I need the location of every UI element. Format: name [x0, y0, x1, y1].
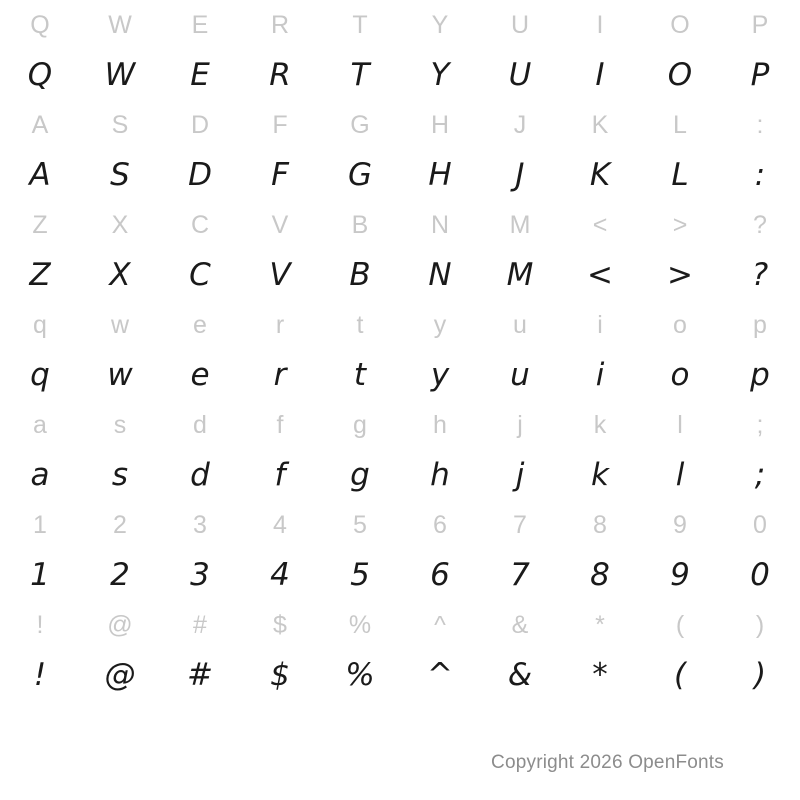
sample-row	[0, 351, 800, 400]
glyph-cell: <	[587, 257, 613, 293]
glyph-cell: I	[596, 11, 604, 39]
glyph-cell: W	[104, 57, 136, 93]
glyph-cell: )	[755, 611, 765, 639]
glyph-cell: g	[350, 457, 370, 493]
glyph-cell: !	[33, 657, 47, 693]
glyph-cell: !	[36, 611, 44, 639]
glyph-cell: g	[353, 411, 367, 439]
sample-row	[0, 251, 800, 300]
sample-row	[0, 451, 800, 500]
glyph-cell: t	[353, 357, 367, 393]
glyph-cell: 6	[433, 511, 447, 539]
glyph-cell: H	[430, 111, 450, 139]
glyph-cell: 1	[30, 557, 50, 593]
glyph-cell: R	[269, 57, 291, 93]
reference-row	[0, 500, 800, 551]
glyph-cell: 8	[590, 557, 610, 593]
glyph-cell: A	[29, 157, 51, 193]
glyph-cell: ^	[434, 611, 446, 639]
glyph-cell: #	[187, 657, 213, 693]
glyph-cell: R	[270, 11, 290, 39]
glyph-cell: d	[193, 411, 207, 439]
glyph-cell: 1	[33, 511, 47, 539]
glyph-cell: q	[33, 311, 47, 339]
sample-row	[0, 651, 800, 700]
glyph-cell: 3	[190, 557, 210, 593]
glyph-cell: *	[592, 657, 608, 693]
glyph-cell: (	[675, 611, 685, 639]
glyph-cell: B	[349, 257, 371, 293]
glyph-cell: 9	[670, 557, 690, 593]
glyph-cell: G	[350, 111, 370, 139]
glyph-cell: w	[107, 357, 133, 393]
glyph-cell: d	[190, 457, 210, 493]
glyph-cell: ^	[427, 657, 453, 693]
glyph-cell: S	[111, 111, 129, 139]
glyph-cell: 3	[193, 511, 207, 539]
glyph-cell: U	[508, 57, 532, 93]
glyph-cell: l	[675, 457, 685, 493]
glyph-cell: F	[271, 157, 289, 193]
glyph-cell: L	[673, 111, 687, 139]
glyph-cell: f	[276, 411, 284, 439]
glyph-cell: X	[109, 257, 131, 293]
glyph-cell: u	[510, 357, 530, 393]
glyph-cell: @	[107, 611, 133, 639]
glyph-cell: @	[104, 657, 136, 693]
glyph-cell: M	[509, 211, 531, 239]
glyph-cell: K	[589, 157, 611, 193]
glyph-cell: h	[433, 411, 447, 439]
glyph-cell: i	[597, 311, 603, 339]
glyph-cell: 6	[430, 557, 450, 593]
glyph-cell: <	[592, 211, 608, 239]
glyph-cell: P	[750, 57, 770, 93]
reference-row	[0, 600, 800, 651]
glyph-cell: Z	[29, 257, 51, 293]
reference-row	[0, 0, 800, 51]
glyph-cell: p	[753, 311, 767, 339]
glyph-cell: #	[193, 611, 207, 639]
glyph-cell: j	[517, 411, 523, 439]
glyph-cell: L	[671, 157, 689, 193]
glyph-cell: r	[273, 357, 287, 393]
glyph-cell: S	[110, 157, 130, 193]
glyph-cell: W	[108, 11, 132, 39]
glyph-cell: :	[754, 157, 766, 193]
glyph-cell: F	[272, 111, 288, 139]
glyph-cell: E	[190, 57, 210, 93]
glyph-cell: T	[352, 11, 368, 39]
glyph-cell: G	[347, 157, 373, 193]
glyph-cell: J	[515, 157, 525, 193]
glyph-cell: N	[428, 257, 452, 293]
glyph-cell: a	[30, 457, 50, 493]
glyph-cell: a	[33, 411, 47, 439]
glyph-cell: I	[595, 57, 605, 93]
glyph-cell: D	[188, 157, 212, 193]
glyph-cell: :	[756, 111, 764, 139]
glyph-cell: J	[513, 111, 527, 139]
glyph-cell: &	[511, 611, 529, 639]
glyph-cell: k	[591, 457, 609, 493]
glyph-cell: O	[670, 11, 690, 39]
glyph-cell: )	[753, 657, 767, 693]
glyph-cell: w	[110, 311, 130, 339]
glyph-cell: Q	[30, 11, 50, 39]
glyph-cell: i	[595, 357, 605, 393]
sample-row	[0, 51, 800, 100]
glyph-cell: 9	[673, 511, 687, 539]
reference-row	[0, 400, 800, 451]
glyph-cell: 5	[350, 557, 370, 593]
glyph-cell: H	[428, 157, 452, 193]
glyph-cell: s	[111, 457, 129, 493]
glyph-cell: e	[190, 357, 210, 393]
glyph-cell: o	[670, 357, 690, 393]
reference-row	[0, 300, 800, 351]
glyph-cell: o	[673, 311, 687, 339]
glyph-cell: %	[345, 657, 375, 693]
glyph-cell: j	[515, 457, 525, 493]
glyph-cell: N	[430, 211, 450, 239]
glyph-cell: V	[269, 257, 291, 293]
glyph-cell: M	[506, 257, 534, 293]
copyright-notice: Copyright 2026 OpenFonts	[491, 752, 724, 773]
glyph-cell: >	[672, 211, 688, 239]
glyph-cell: U	[510, 11, 530, 39]
glyph-cell: y	[433, 311, 447, 339]
glyph-cell: (	[673, 657, 687, 693]
glyph-cell: ?	[751, 257, 769, 293]
glyph-cell: B	[351, 211, 369, 239]
glyph-cell: u	[513, 311, 527, 339]
glyph-cell: C	[189, 257, 211, 293]
glyph-cell: r	[275, 311, 285, 339]
glyph-cell: 2	[113, 511, 127, 539]
glyph-cell: $	[273, 611, 287, 639]
glyph-cell: 4	[270, 557, 290, 593]
glyph-cell: 8	[593, 511, 607, 539]
glyph-cell: ;	[754, 457, 766, 493]
glyph-cell: C	[190, 211, 210, 239]
glyph-cell: 0	[753, 511, 767, 539]
glyph-cell: Y	[431, 11, 449, 39]
glyph-cell: T	[350, 57, 370, 93]
glyph-cell: A	[31, 111, 49, 139]
glyph-cell: Y	[430, 57, 450, 93]
glyph-cell: V	[271, 211, 289, 239]
glyph-cell: q	[30, 357, 50, 393]
glyph-cell: $	[270, 657, 290, 693]
glyph-cell: O	[667, 57, 693, 93]
glyph-cell: p	[750, 357, 770, 393]
glyph-cell: 7	[510, 557, 530, 593]
glyph-cell: Q	[27, 57, 53, 93]
glyph-cell: k	[593, 411, 607, 439]
glyph-cell: X	[111, 211, 129, 239]
glyph-cell: y	[430, 357, 450, 393]
glyph-cell: ?	[753, 211, 767, 239]
sample-row	[0, 551, 800, 600]
glyph-cell: h	[430, 457, 450, 493]
glyph-cell: f	[274, 457, 286, 493]
glyph-cell: *	[595, 611, 605, 639]
glyph-cell: D	[190, 111, 210, 139]
glyph-cell: ;	[756, 411, 764, 439]
reference-row	[0, 100, 800, 151]
glyph-cell: E	[191, 11, 209, 39]
glyph-cell: 2	[110, 557, 130, 593]
glyph-cell: P	[751, 11, 769, 39]
glyph-cell: 7	[513, 511, 527, 539]
glyph-cell: &	[507, 657, 533, 693]
sample-row	[0, 151, 800, 200]
glyph-cell: l	[677, 411, 683, 439]
glyph-cell: Z	[32, 211, 48, 239]
glyph-cell: >	[667, 257, 693, 293]
glyph-cell: 0	[750, 557, 770, 593]
glyph-cell: s	[113, 411, 127, 439]
glyph-cell: e	[193, 311, 207, 339]
reference-row	[0, 200, 800, 251]
glyph-cell: K	[591, 111, 609, 139]
glyph-cell: %	[348, 611, 372, 639]
glyph-cell: 4	[273, 511, 287, 539]
glyph-cell: 5	[353, 511, 367, 539]
glyph-cell: t	[356, 311, 364, 339]
